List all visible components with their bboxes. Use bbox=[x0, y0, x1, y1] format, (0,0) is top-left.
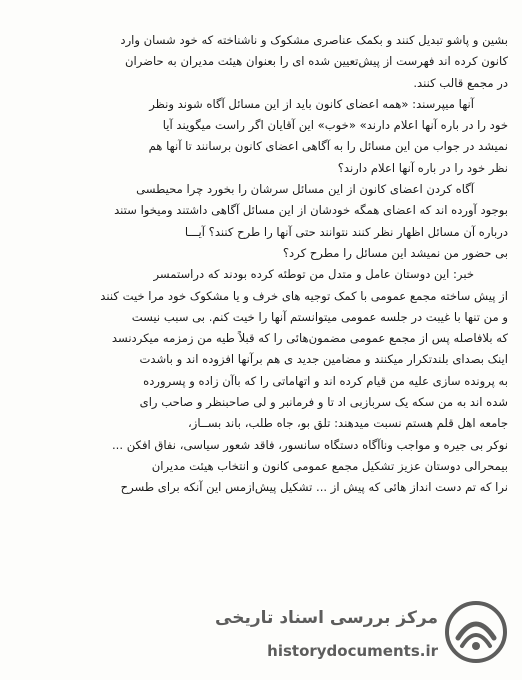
text-line: خبر: این دوستان عامل و متدل من توطئه کرده بودند که دراستمسر bbox=[153, 267, 474, 282]
archive-logo-icon bbox=[444, 600, 508, 664]
text-line: آنها میپرسند: «همه اعضای کانون باید از این مسائل آگاه شوند ونظر bbox=[149, 96, 474, 111]
paragraph bbox=[10, 30, 508, 94]
document-body bbox=[10, 30, 508, 499]
paragraph bbox=[10, 179, 508, 264]
text-line: نظر خود را در باره آنها اعلام دارند؟ bbox=[337, 160, 508, 175]
text-line: از پیش ساخته مجمع عمومی با کمک توجیه های خرف و یا مشکوک خود مرا خیت کنند bbox=[100, 288, 508, 303]
text-line: در مجمع قالب کنند. bbox=[413, 75, 508, 90]
text-line: نمیشد در جواب من این مسائل را به آگاهی اعضای کانون برسانند تا آنها هم bbox=[148, 139, 508, 154]
text-line: درباره آن مسائل اظهار نظر کنند نتوانند حتی آنها را طرح کنند؟ آیـــا bbox=[184, 224, 508, 239]
text-line: بی حضور من نمیشد این مسائل را مطرح کرد؟ bbox=[282, 245, 508, 260]
text-line: خود را در باره آنها اعلام دارند» «خوب» این آقایان اگر راست میگویند آیا bbox=[162, 118, 508, 133]
text-line: جامعه اهل قلم هستم نسبت میدهند: تلق بو، جاه طلب، باند بســاز، bbox=[188, 416, 508, 431]
text-line: که بلافاصله پس از مجمع عمومی مضمون‌هائی را که قبلاً طیه من زمزمه میکردنسد bbox=[111, 331, 508, 346]
paragraph bbox=[10, 264, 508, 498]
text-line: نوکر بی جیره و مواجب وناآگاه دستگاه سانسور، فاقد شعور سیاسی، نفاق افکن ... bbox=[111, 437, 508, 452]
text-line: و من تنها با غیبت در جلسه عمومی میتوانستم آنها را خیت کنم. بی سبب نیست bbox=[131, 309, 508, 324]
text-line: بوجود آورده اند که اعضای همگه خودشان از این مسائل آگاهی داشتند وميخوا ستند bbox=[114, 203, 508, 218]
text-line: کانون کرده اند فهرست از پیش‌تعیین شده ای را بعنوان هیئت مدیران به حاضران bbox=[124, 54, 508, 69]
text-line: نرا که تم دست انداز هائی که پیش از ... تشکیل پیش‌ازمس این آنکه برای طسرح bbox=[120, 480, 508, 495]
text-line: اینک بصدای بلندتکرار میکنند و مضامین جدید ی هم برآنها افزوده اند و باشدت bbox=[139, 352, 508, 367]
text-line: به پرونده سازی علیه من قیام کرده اند و اتهاماتی را که باآن زاده و پسرورده bbox=[143, 373, 508, 388]
watermark-title: مرکز بررسی اسناد تاریخی bbox=[215, 608, 438, 628]
watermark-url: historydocuments.ir bbox=[267, 642, 438, 660]
text-line: آگاه کردن اعضای کانون از این مسائل سرشان را بخورد چرا محیطسی bbox=[136, 182, 474, 197]
text-line: بشین و پاشو تبدیل کنند و بکمک عناصری مشکوک و ناشناخته که خود شسان وارد bbox=[120, 33, 508, 47]
watermark bbox=[215, 596, 514, 676]
text-line: بیمحرالی دوستان عزیز تشکیل مجمع عمومی کانون و انتخاب هیئت مدیران bbox=[151, 458, 508, 473]
text-line: شده اند به من سکه یک سربازبی اد تا و فرمانبر و لی صاحبنظر و صاحب رای bbox=[139, 395, 508, 410]
paragraph bbox=[10, 94, 508, 179]
